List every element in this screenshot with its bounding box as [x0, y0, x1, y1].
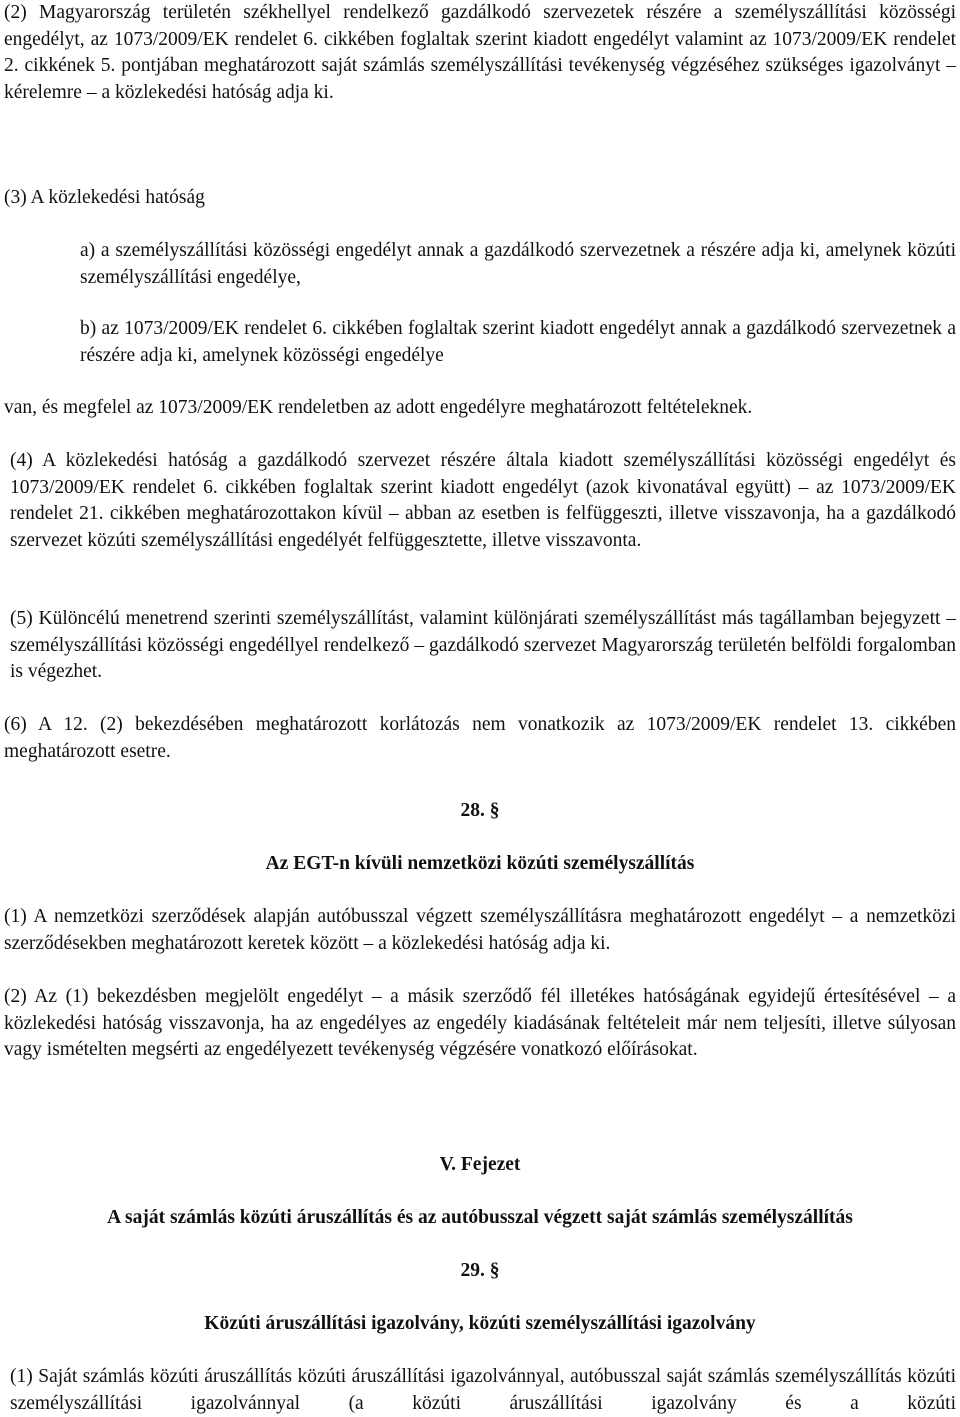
chapter-title: [4, 1205, 956, 1232]
paragraph-4-text: (4) A közlekedési hatóság a gazdálkodó szervezet részére általa kiadott személyszállítási közösségi engedélyt és 1073/2009/EK rendelet 6. cikkében foglaltak szerint kiadott engedélyt (azok kivonatával együtt) – az 1073/2009/EK rendelet 21. cikkében meghatározottakon kívül – abban az esetben is felfüggeszti, illetve visszavonja, ha a gazdálkodó szervezet közúti személyszállítási engedélyét felfüggesztette, illetve visszavonta.: [10, 450, 956, 551]
section-28-title-text: Az EGT-n kívüli nemzetközi közúti személyszállítás: [265, 853, 695, 874]
section-28-number-text: 28. §: [460, 800, 500, 821]
paragraph-3-point-a: [80, 238, 956, 291]
paragraph-3-point-b-text: b) az 1073/2009/EK rendelet 6. cikkében foglaltak szerint kiadott engedélyt annak a gazdálkodó szervezetnek a részére adja ki, amelynek közösségi engedélye: [80, 318, 956, 366]
paragraph-4: [4, 448, 956, 554]
paragraph-3-intro: [4, 185, 956, 212]
section-29-paragraph-1-text: (1) Saját számlás közúti áruszállítás közúti áruszállítási igazolvánnyal, autóbusszal saját számlás személyszállítás közúti személyszállítási igazolvánnyal (a közúti áruszállítási igazolvány és a közúti: [10, 1366, 956, 1414]
paragraph-3-point-b: [80, 316, 956, 369]
section-28-number: [4, 798, 956, 825]
section-28-title: [4, 851, 956, 878]
paragraph-3-tail: [4, 395, 956, 422]
paragraph-3-tail-text: van, és megfelel az 1073/2009/EK rendeletben az adott engedélyre meghatározott feltételeknek.: [4, 397, 753, 418]
paragraph-3-point-a-text: a) a személyszállítási közösségi engedélyt annak a gazdálkodó szervezetnek a részére adja ki, amelynek közúti személyszállítási engedélye,: [80, 240, 956, 288]
section-29-title-text: Közúti áruszállítási igazolvány, közúti személyszállítási igazolvány: [204, 1313, 756, 1334]
chapter-title-text: A saját számlás közúti áruszállítás és az autóbusszal végzett saját számlás személyszállítás: [107, 1207, 853, 1228]
paragraph-6: [4, 712, 956, 765]
section-28-paragraph-1: [4, 904, 956, 957]
section-29-paragraph-1: [4, 1364, 956, 1417]
paragraph-5-text: (5) Különcélú menetrend szerinti személyszállítást, valamint különjárati személyszállítást más tagállamban bejegyzett – személyszállítási közösségi engedéllyel rendelkező – gazdálkodó szervezet Magyarország területén belföldi forgalomban is végezhet.: [10, 608, 956, 682]
paragraph-6-text: (6) A 12. (2) bekezdésében meghatározott korlátozás nem vonatkozik az 1073/2009/EK rendelet 13. cikkében meghatározott esetre.: [4, 714, 956, 762]
section-29-number-text: 29. §: [460, 1260, 500, 1281]
paragraph-3-intro-text: (3) A közlekedési hatóság: [4, 187, 205, 208]
section-28-paragraph-1-text: (1) A nemzetközi szerződések alapján autóbusszal végzett személyszállításra meghatározott engedélyt – a nemzetközi szerződésekben meghatározott keretek között – a közlekedési hatóság adja ki.: [4, 906, 956, 954]
chapter-number: [4, 1152, 956, 1179]
section-28-paragraph-2: [4, 984, 956, 1064]
chapter-number-text: V. Fejezet: [439, 1154, 521, 1175]
paragraph-2: [4, 0, 956, 106]
paragraph-2-text: (2) Magyarország területén székhellyel rendelkező gazdálkodó szervezetek részére a személyszállítási közösségi engedélyt, az 1073/2009/EK rendelet 6. cikkében foglaltak szerint kiadott engedélyt valamint az 1073/2009/EK rendelet 2. cikkének 5. pontjában meghatározott saját számlás személyszállítási tevékenység végzéséhez szükséges igazolványt – kérelemre – a közlekedési hatóság adja ki.: [4, 2, 956, 103]
section-28-paragraph-2-text: (2) Az (1) bekezdésben megjelölt engedélyt – a másik szerződő fél illetékes hatóságának egyidejű értesítésével – a közlekedési hatóság visszavonja, ha az engedélyes az engedély kiadásának feltételeit már nem teljesíti, illetve súlyosan vagy ismételten megsérti az engedélyezett tevékenység végzésére vonatkozó előírásokat.: [4, 986, 956, 1060]
paragraph-5: [4, 606, 956, 686]
section-29-title: [4, 1311, 956, 1338]
section-29-number: [4, 1258, 956, 1285]
